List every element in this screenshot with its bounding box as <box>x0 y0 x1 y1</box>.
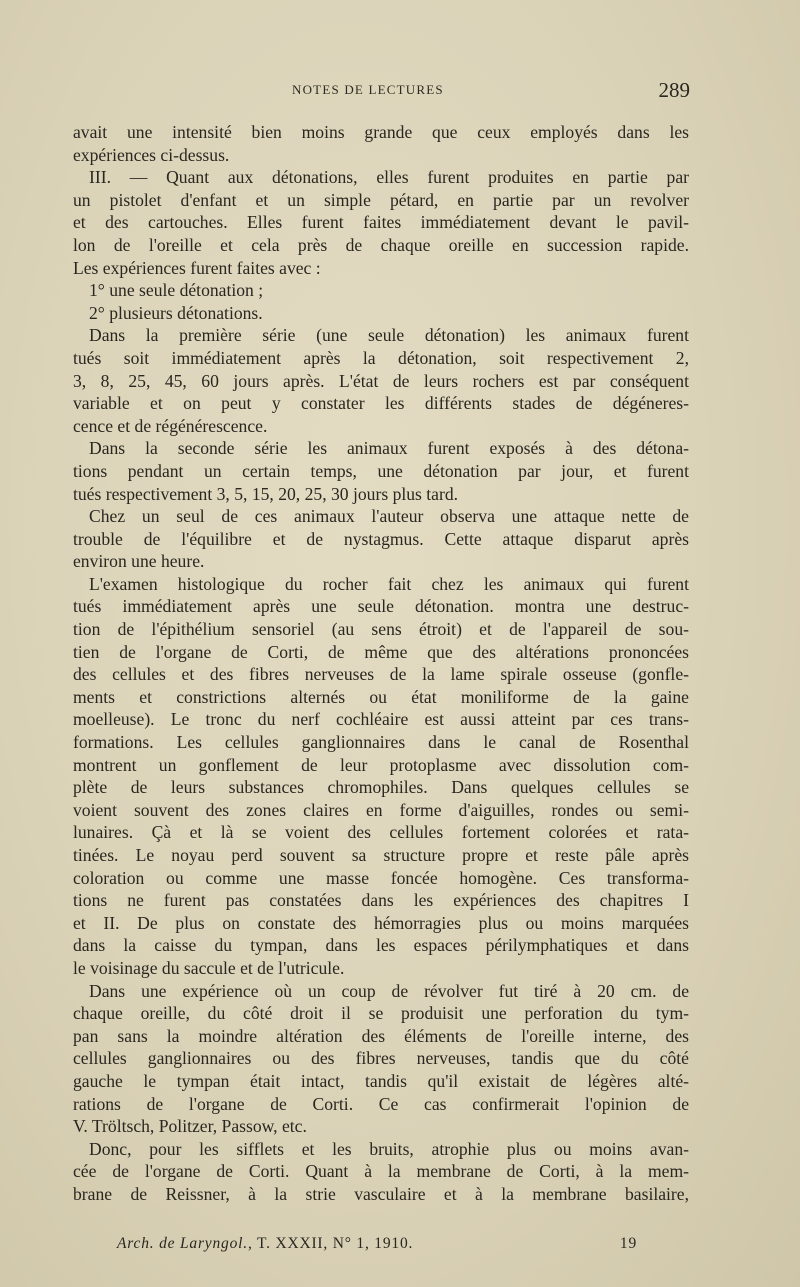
journal-title: Arch. de Laryngol. <box>117 1235 248 1252</box>
text-line: Dans la première série (une seule détonation) les animaux furent <box>89 325 689 346</box>
text-line: tions pendant un certain temps, une détonation par jour, et furent <box>73 460 689 481</box>
text-line: avait une intensité bien moins grande que ceux employés dans les <box>73 122 689 142</box>
text-line: tués soit immédiatement après la détonation, soit respectivement 2, <box>73 347 689 368</box>
text-line: tien de l'organe de Corti, de même que des altérations prononcées <box>73 641 689 662</box>
text-line: formations. Les cellules ganglionnaires dans le canal de Rosenthal <box>73 732 689 753</box>
text-line: des cellules et des fibres nerveuses de la lame spirale osseuse (gonfle- <box>73 664 689 685</box>
text-line: 1° une seule détonation ; <box>89 280 264 301</box>
text-line: Dans la seconde série les animaux furent exposés à des détona- <box>89 438 689 459</box>
text-line: tués respectivement 3, 5, 15, 20, 25, 30 jours plus tard. <box>73 483 459 504</box>
text-line: cée de l'organe de Corti. Quant à la membrane de Corti, à la mem- <box>73 1161 689 1182</box>
text-line: plète de leurs substances chromophiles. Dans quelques cellules se <box>73 777 689 798</box>
journal-reference: , T. XXXII, N° 1, 1910. <box>247 1235 414 1252</box>
text-line: Les expériences furent faites avec : <box>73 257 321 278</box>
text-line: gauche le tympan était intact, tandis qu'il existait de légères alté- <box>73 1070 689 1091</box>
text-line: lon de l'oreille et cela près de chaque oreille en succession rapide. <box>73 234 689 255</box>
page-footer <box>117 1235 637 1257</box>
text-line: Dans une expérience où un coup de révolver fut tiré à 20 cm. de <box>89 980 689 1001</box>
text-line: expériences ci-dessus. <box>73 144 230 165</box>
body-text <box>73 121 689 1206</box>
text-line: III. — Quant aux détonations, elles furent produites en partie par <box>89 167 689 188</box>
text-line: 2° plusieurs détonations. <box>89 302 263 323</box>
text-line: montrent un gonflement de leur protoplasme avec dissolution com- <box>73 754 689 775</box>
text-line: cellules ganglionnaires ou des fibres nerveuses, tandis que du côté <box>73 1048 689 1069</box>
text-line: et des cartouches. Elles furent faites immédiatement devant le pavil- <box>73 212 689 233</box>
signature-number: 19 <box>619 1235 637 1252</box>
page-number: 289 <box>658 78 690 102</box>
text-line: tués immédiatement après une seule détonation. montra une destruc- <box>73 596 689 617</box>
text-line: L'examen histologique du rocher fait chez les animaux qui furent <box>89 573 689 594</box>
text-line: Chez un seul de ces animaux l'auteur observa une attaque nette de <box>89 506 689 527</box>
text-line: voient souvent des zones claires en forme d'aiguilles, rondes ou semi- <box>73 799 689 820</box>
text-line: ments et constrictions alternés ou état moniliforme de la gaine <box>73 686 689 707</box>
running-title: NOTES DE LECTURES <box>292 82 444 97</box>
text-line: 3, 8, 25, 45, 60 jours après. L'état de leurs rochers est par conséquent <box>73 370 689 391</box>
text-line: moelleuse). Le tronc du nerf cochléaire est aussi atteint par ces trans- <box>73 709 689 730</box>
text-line: le voisinage du saccule et de l'utricule. <box>73 957 345 978</box>
footer-citation <box>117 1235 413 1253</box>
text-line: tion de l'épithélium sensoriel (au sens étroit) et de l'appareil de sou- <box>73 619 689 640</box>
running-header <box>72 78 690 104</box>
text-line: Donc, pour les sifflets et les bruits, atrophie plus ou moins avan- <box>89 1138 689 1159</box>
text-line: un pistolet d'enfant et un simple pétard, en partie par un revolver <box>73 189 689 210</box>
text-line: tinées. Le noyau perd souvent sa structure propre et reste pâle après <box>73 845 689 865</box>
text-line: dans la caisse du tympan, dans les espaces périlymphatiques et dans <box>73 935 689 956</box>
text-line: coloration ou comme une masse foncée homogène. Ces transforma- <box>73 867 689 888</box>
text-line: rations de l'organe de Corti. Ce cas confirmerait l'opinion de <box>73 1093 689 1114</box>
text-line: tions ne furent pas constatées dans les expériences des chapitres I <box>73 890 689 911</box>
text-line: pan sans la moindre altération des éléments de l'oreille interne, des <box>73 1025 689 1046</box>
text-line: V. Tröltsch, Politzer, Passow, etc. <box>73 1116 307 1137</box>
text-line: environ une heure. <box>73 551 205 572</box>
text-line: trouble de l'équilibre et de nystagmus. Cette attaque disparut après <box>73 528 689 549</box>
text-line: brane de Reissner, à la strie vasculaire et à la membrane basilaire, <box>73 1183 689 1204</box>
text-line: lunaires. Çà et là se voient des cellules fortement colorées et rata- <box>73 822 689 843</box>
text-line: cence et de régénérescence. <box>73 415 268 436</box>
text-line: et II. De plus on constate des hémorragies plus ou moins marquées <box>73 912 689 933</box>
text-line: chaque oreille, du côté droit il se produisit une perforation du tym- <box>73 1003 689 1024</box>
text-line: variable et on peut y constater les différents stades de dégéneres- <box>73 393 689 414</box>
